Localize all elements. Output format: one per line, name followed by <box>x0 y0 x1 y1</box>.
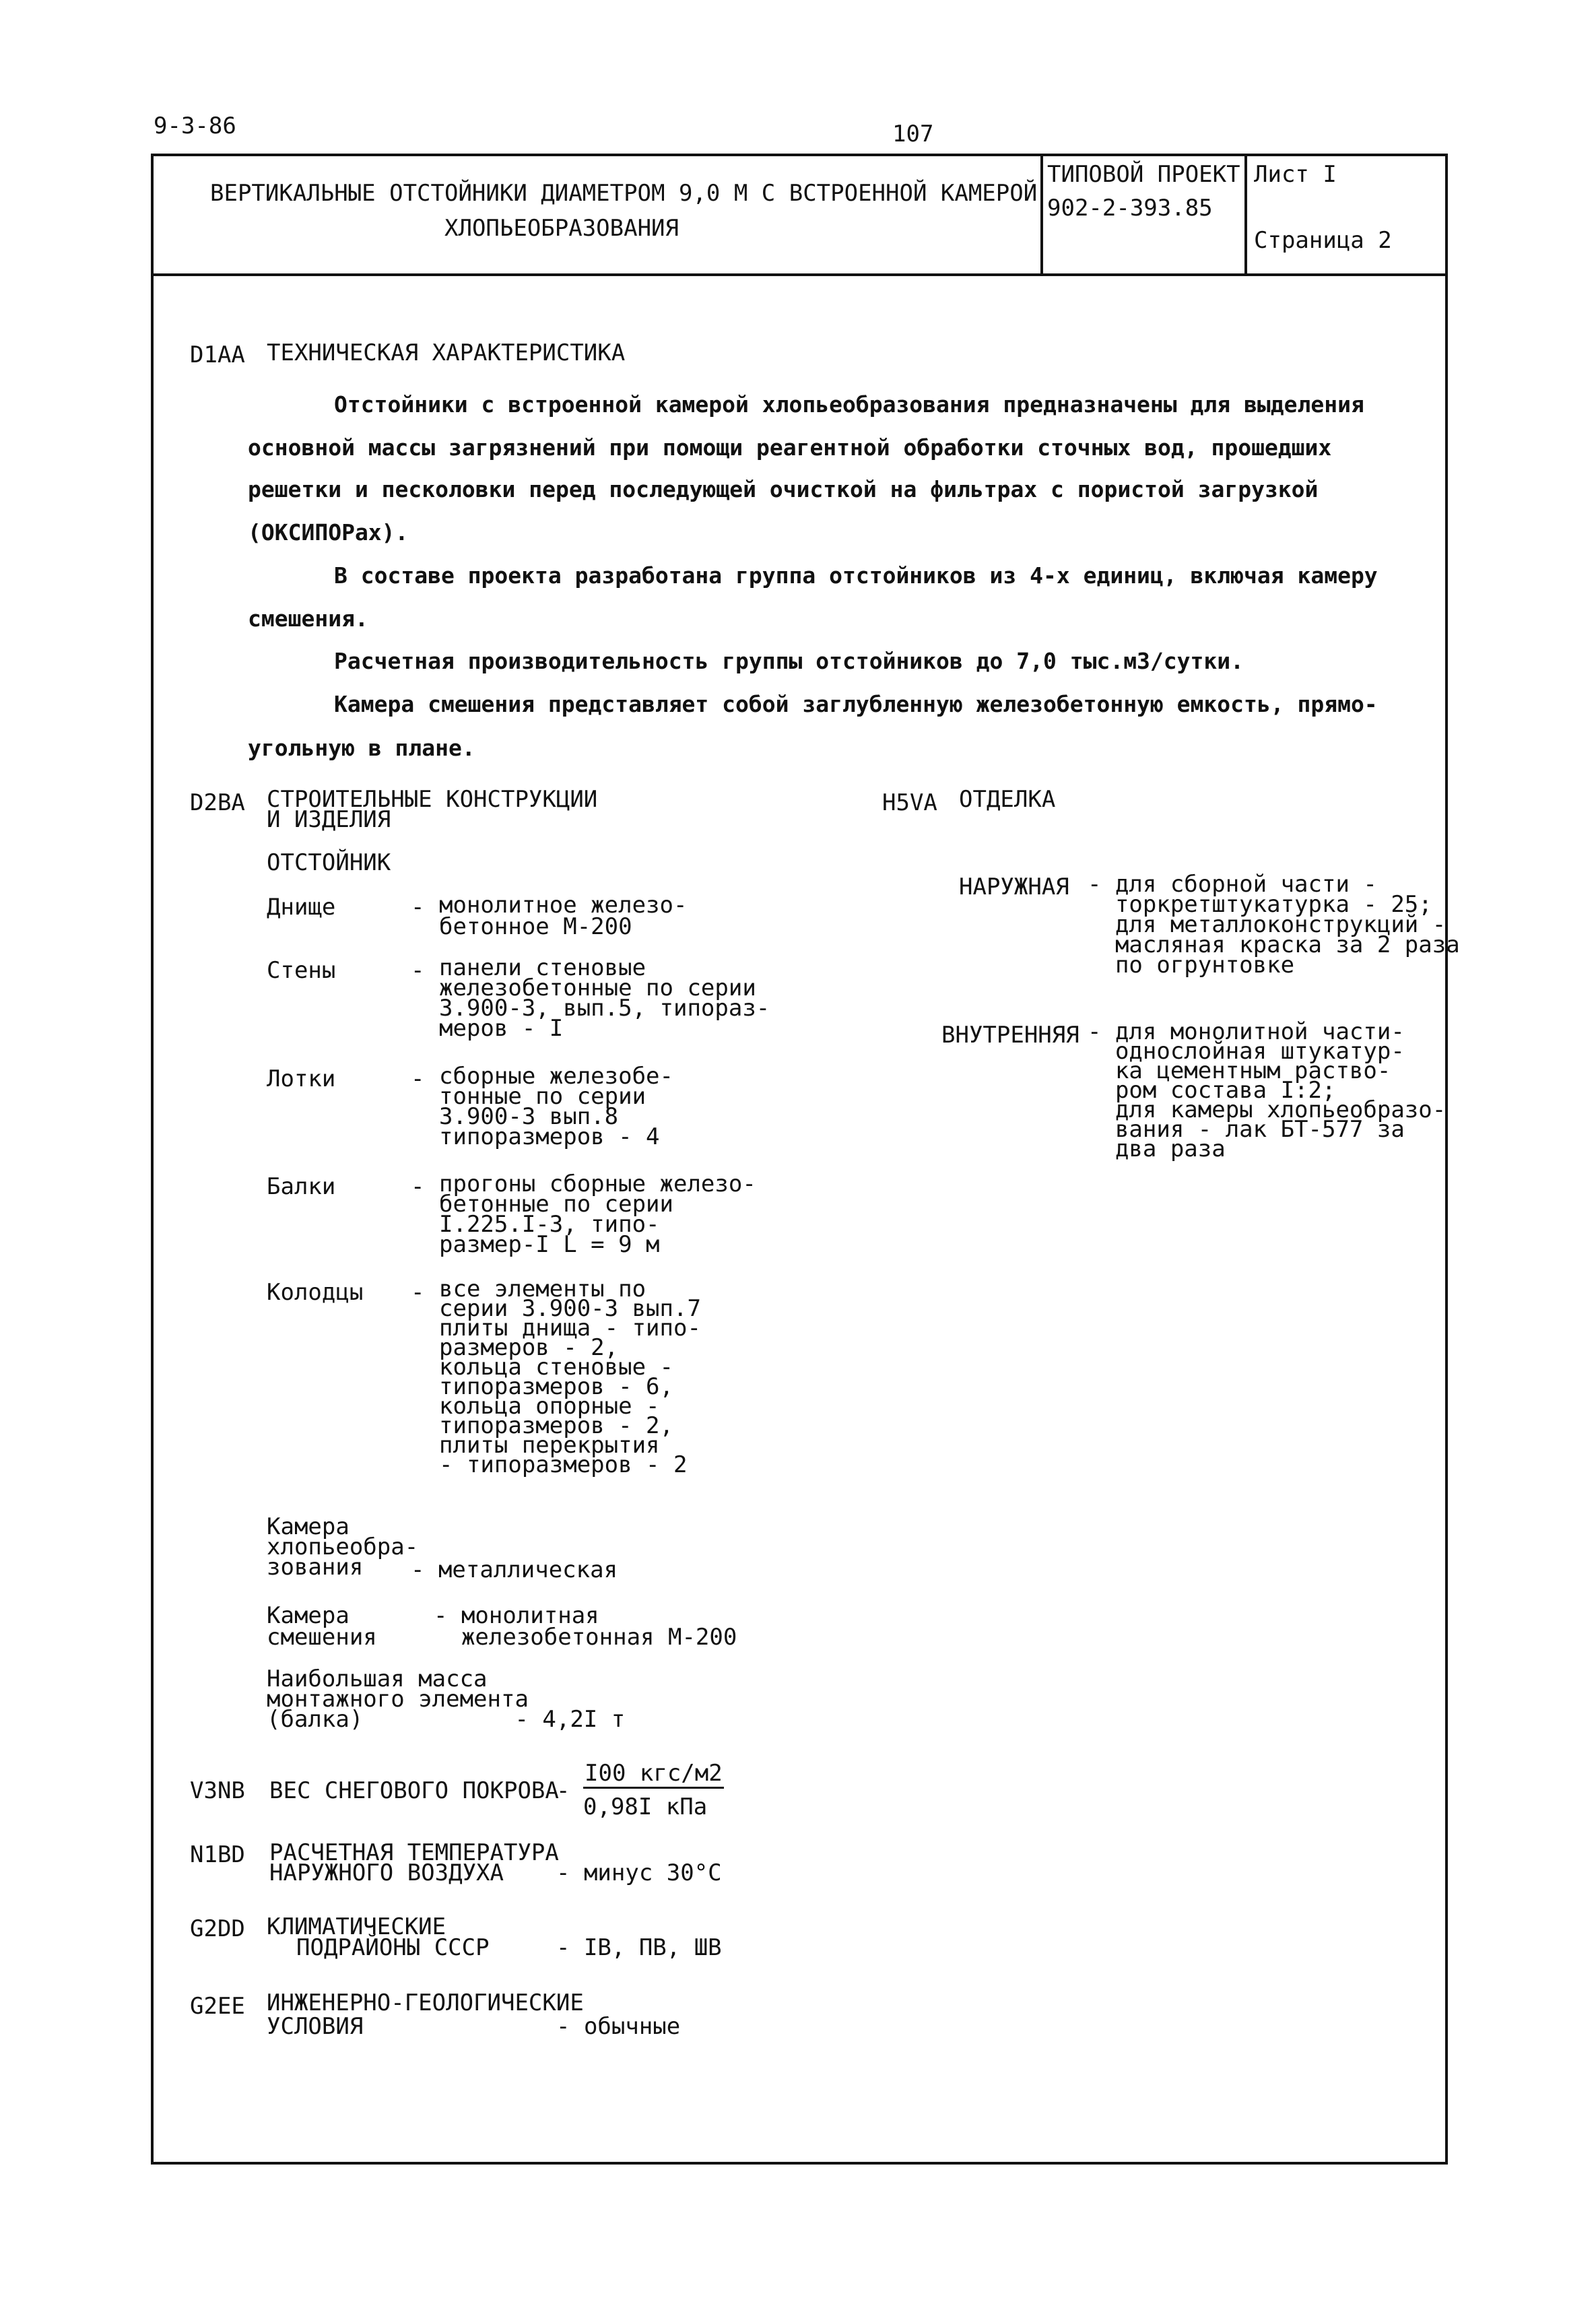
geo-value: - обычные <box>556 2013 681 2040</box>
tech-paragraph-line: Отстойники с встроенной камерой хлопьеобразования предназначены для выделения <box>334 391 1364 418</box>
item-value: панели стеновые железобетонные по серии 3.900-3, вып.5, типораз- меров - I <box>439 954 770 1042</box>
item-label: Колодцы <box>267 1279 364 1306</box>
param-code-temp: N1BD <box>190 1841 245 1868</box>
temp-value: - минус 30°С <box>556 1859 722 1886</box>
item-dash: - <box>411 1279 425 1306</box>
tech-paragraph-line: основной массы загрязнений при помощи реагентной обработки сточных вод, прошедших <box>248 434 1332 461</box>
geo-label-2: УСЛОВИЯ <box>267 2013 364 2040</box>
param-code-climate: G2DD <box>190 1915 245 1942</box>
geo-label-1: ИНЖЕНЕРНО-ГЕОЛОГИЧЕСКИЕ <box>267 1989 584 2016</box>
item-dash: - <box>411 1065 425 1092</box>
climate-value: - IB, ПВ, ШВ <box>556 1934 722 1961</box>
mix-chamber-value: - монолитная железобетонная М-200 <box>434 1602 737 1651</box>
title-line-1: ВЕРТИКАЛЬНЫЕ ОТСТОЙНИКИ ДИАМЕТРОМ 9,0 М С ВСТРОЕННОЙ КАМЕРОЙ <box>210 180 1038 207</box>
item-value: монолитное железо- бетонное М-200 <box>439 892 688 940</box>
section-heading-constructions-2: И ИЗДЕЛИЯ <box>267 806 391 833</box>
param-code-snow: V3NB <box>190 1777 245 1804</box>
item-dash: - <box>411 1173 425 1200</box>
header-divider-v2 <box>1244 154 1247 275</box>
page-label: Страница 2 <box>1254 227 1392 254</box>
item-label: Балки <box>267 1173 336 1200</box>
snow-load-value-bottom: 0,98I кПа <box>583 1793 708 1820</box>
tech-paragraph-line: Расчетная производительность группы отстойников до 7,0 тыс.м3/сутки. <box>334 648 1244 674</box>
tech-paragraph-line: угольную в плане. <box>248 735 475 761</box>
item-value: все элементы по серии 3.900-3 вып.7 плиты днища - типо- размеров - 2, кольца стеновые - типоразмеров - 6, кольца опорные - типоразмеров - 2, плиты перекрытия - типоразмеров - 2 <box>439 1276 701 1478</box>
project-label: ТИПОВОЙ ПРОЕКТ <box>1047 161 1240 188</box>
item-label: Стены <box>267 957 336 984</box>
outer-finish-label: НАРУЖНАЯ <box>959 873 1069 900</box>
document-code: 9-3-86 <box>154 112 236 139</box>
item-value: сборные железобе- тонные по серии 3.900-3 вып.8 типоразмеров - 4 <box>439 1063 673 1150</box>
page-number: 107 <box>892 121 934 147</box>
section-heading-tech: ТЕХНИЧЕСКАЯ ХАРАКТЕРИСТИКА <box>267 339 626 366</box>
subheading-settler: ОТСТОЙНИК <box>267 849 391 876</box>
sheet-number: Лист I <box>1254 161 1337 188</box>
temp-label-2: НАРУЖНОГО ВОЗДУХА <box>269 1859 504 1886</box>
inner-finish-value: - для монолитной части- однослойная штукатур- ка цементным раство- ром состава I:2; для камеры хлопьеобразо- вания - лак БТ-577 за два раза <box>1088 1018 1447 1162</box>
tech-paragraph-line: смешения. <box>248 605 368 632</box>
item-label: Лотки <box>267 1065 336 1092</box>
temp-label-1: РАСЧЕТНАЯ ТЕМПЕРАТУРА <box>269 1839 559 1866</box>
flocc-chamber-label: Камера хлопьеобра- зования <box>267 1513 419 1581</box>
section-heading-constructions: СТРОИТЕЛЬНЫЕ КОНСТРУКЦИИ <box>267 786 598 813</box>
tech-paragraph-line: Камера смешения представляет собой заглубленную железобетонную емкость, прямо- <box>334 691 1378 717</box>
section-code-finish: H5VA <box>882 789 937 816</box>
snow-load-label: ВЕС СНЕГОВОГО ПОКРОВА <box>269 1777 559 1804</box>
project-number: 902-2-393.85 <box>1047 195 1213 222</box>
flocc-chamber-value: - металлическая <box>411 1556 618 1583</box>
header-divider <box>151 273 1448 276</box>
snow-load-dash: - <box>556 1777 570 1804</box>
climate-label-2: ПОДРАЙОНЫ СССР <box>296 1934 490 1961</box>
tech-paragraph-line: решетки и песколовки перед последующей очисткой на фильтрах с пористой загрузкой <box>248 476 1319 502</box>
inner-finish-label: ВНУТРЕННЯЯ <box>941 1022 1079 1049</box>
tech-paragraph-line: (ОКСИПОРах). <box>248 519 409 546</box>
item-label: Днище <box>267 894 336 921</box>
tech-paragraph-line: В составе проекта разработана группа отстойников из 4-х единиц, включая камеру <box>334 562 1378 589</box>
section-code-tech: D1AA <box>190 341 245 368</box>
outer-finish-value: - для сборной части - торкретштукатурка - 25; для металлоконструкций - масляная краска за 2 раза по огрунтовке <box>1088 871 1460 979</box>
section-code-constructions: D2BA <box>190 789 245 816</box>
max-mass-text: Наибольшая масса монтажного элемента (балка) - 4,2I т <box>267 1665 626 1733</box>
item-dash: - <box>411 957 425 984</box>
title-line-2: ХЛОПЬЕОБРАЗОВАНИЯ <box>444 215 679 242</box>
param-code-geo: G2EE <box>190 1993 245 2020</box>
mix-chamber-label: Камера смешения <box>267 1602 377 1651</box>
section-heading-finish: ОТДЕЛКА <box>959 786 1056 813</box>
climate-label-1: КЛИМАТИЧЕСКИЕ <box>267 1913 446 1940</box>
item-value: прогоны сборные железо- бетонные по серии I.225.I-3, типо- размер-I L = 9 м <box>439 1170 756 1258</box>
header-divider-v1 <box>1040 154 1043 275</box>
item-dash: - <box>411 894 425 921</box>
snow-load-value-top: I00 кгс/м2 <box>583 1760 724 1786</box>
